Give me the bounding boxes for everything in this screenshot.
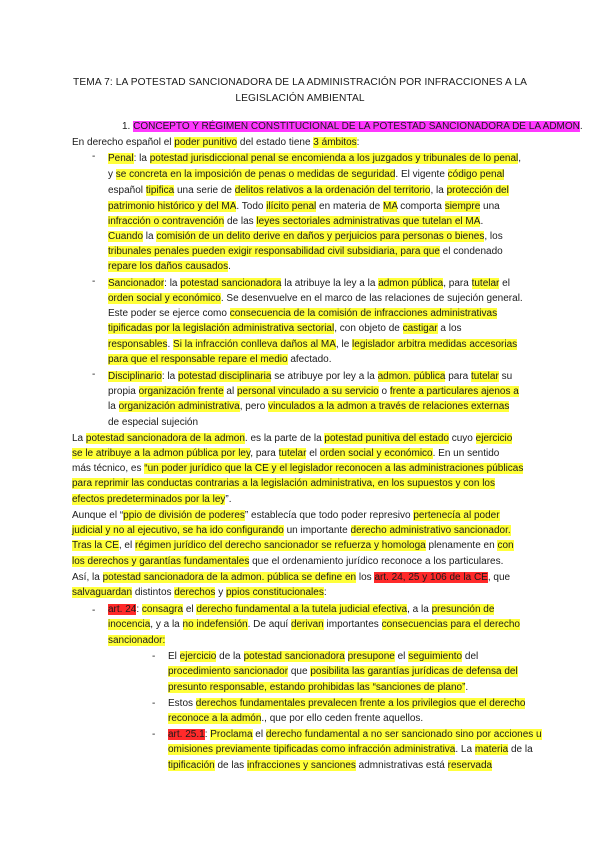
highlighted-text: potestad sancionadora	[243, 651, 345, 662]
text-segment: español	[108, 185, 146, 196]
highlighted-text: salvaguardan	[72, 587, 133, 598]
highlighted-text: reconoce a la admón	[168, 713, 262, 724]
text-line	[168, 712, 423, 726]
highlighted-text: tutelar	[278, 448, 307, 459]
highlighted-text: Proclama	[210, 729, 253, 740]
highlighted-text: tipificación	[168, 760, 215, 771]
highlighted-text: pertenecía al poder	[413, 510, 500, 521]
text-line	[108, 634, 165, 648]
text-segment: 1.	[122, 121, 134, 132]
text-segment: se atribuye por ley a la	[271, 371, 378, 382]
text-segment: .	[480, 216, 484, 227]
text-segment: ” establecía que todo poder represivo	[244, 510, 414, 521]
highlighted-text: potestad disciplinaria	[178, 371, 272, 382]
text-segment: plenamente en	[425, 540, 498, 551]
highlighted-text: ejercicio	[475, 433, 513, 444]
text-segment: , a la	[407, 604, 432, 615]
text-segment: , los	[484, 231, 503, 242]
text-segment: . Se desenvuelve en el marco de las relaciones de sujeción general.	[220, 293, 523, 304]
text-line	[72, 477, 495, 491]
text-line	[72, 447, 499, 461]
highlighted-text: potestad sancionadora de la admon. pública se define en	[102, 572, 357, 583]
text-segment: al	[223, 386, 237, 397]
highlighted-text: Sancionador	[108, 278, 165, 289]
highlighted-text: derechos	[174, 587, 216, 598]
text-line	[72, 493, 232, 507]
text-segment: En derecho español el	[72, 137, 175, 148]
text-segment: importantes	[323, 619, 382, 630]
text-segment: los	[356, 572, 375, 583]
heading-highlight: CONCEPTO Y RÉGIMEN CONSTITUCIONAL DE LA POTESTAD SANCIONADORA DE LA ADMON	[133, 121, 580, 132]
highlighted-text: régimen jurídico del derecho sancionador se refuerza y homologa	[135, 540, 426, 551]
highlighted-text: delitos relativos a la ordenación del territorio	[234, 185, 431, 196]
text-segment: . es la parte de la	[244, 433, 325, 444]
text-segment: Así, la	[72, 572, 103, 583]
text-line	[168, 743, 533, 757]
text-line	[168, 650, 478, 664]
text-segment: de la	[216, 651, 244, 662]
text-segment: :	[356, 137, 360, 148]
highlighted-text: admon. pública	[377, 371, 446, 382]
text-segment: La	[72, 433, 86, 444]
text-segment: , para	[443, 278, 472, 289]
text-segment: el	[252, 729, 266, 740]
highlighted-text: ejercicio	[179, 651, 217, 662]
highlighted-text: se le atribuye a la admon pública por ley	[72, 448, 251, 459]
highlighted-text: los derechos y garantías fundamentales	[72, 556, 250, 567]
highlighted-text: para que el responsable repare el medio	[108, 354, 288, 365]
highlighted-text: ilícito penal	[266, 201, 317, 212]
highlighted-text: efectos predeterminados por la ley	[72, 494, 226, 505]
text-segment: . En un sentido	[432, 448, 500, 459]
highlighted-text: potestad sancionadora de la admon	[85, 433, 245, 444]
text-segment: su	[498, 371, 513, 382]
text-segment: Aunque el “	[72, 510, 124, 521]
highlighted-text: tipifica	[145, 185, 175, 196]
text-segment: del	[462, 651, 479, 662]
text-segment: El	[168, 651, 180, 662]
highlighted-text: infracciones y sanciones	[246, 760, 356, 771]
text-line	[108, 385, 519, 399]
title-line-2: LEGISLACIÓN AMBIENTAL	[235, 93, 365, 104]
highlighted-text: consecuencia de la comisión de infracciones administrativas	[229, 308, 498, 319]
text-segment: . El vigente	[395, 169, 448, 180]
text-segment: de las	[224, 216, 257, 227]
text-segment: ., que por ello ceden frente aquellos.	[261, 713, 424, 724]
highlighted-text: procedimiento sancionador	[168, 666, 289, 677]
highlighted-text: vinculados a la admon a través de relaciones externas	[268, 401, 510, 412]
highlighted-text: derivan	[290, 619, 324, 630]
text-segment: propia	[108, 386, 139, 397]
highlighted-text: Disciplinario	[108, 371, 162, 382]
text-segment: del estado tiene	[237, 137, 314, 148]
text-segment: un importante	[283, 525, 351, 536]
text-segment: el	[499, 278, 510, 289]
text-segment: , pero	[239, 401, 269, 412]
text-line	[108, 277, 510, 291]
bullet-dash: -	[152, 651, 156, 662]
text-segment: , le	[335, 339, 353, 350]
text-line	[108, 200, 500, 214]
highlighted-text: consagra	[141, 604, 184, 615]
text-segment: : la	[133, 153, 150, 164]
text-line	[168, 665, 518, 679]
highlighted-text: derechos fundamentales prevalecen frente a los privilegios que el derecho	[195, 698, 526, 709]
text-line	[72, 571, 510, 585]
highlighted-text: sancionador:	[108, 635, 166, 646]
highlighted-text: para reprimir las conductas contrarias a la legislación administrativa, en los supuestos y con los	[72, 478, 495, 489]
text-line	[168, 759, 492, 773]
text-segment: y	[108, 169, 116, 180]
document-title	[60, 75, 540, 107]
bullet-dash: -	[92, 369, 96, 380]
article-reference: art. 24	[108, 604, 137, 615]
text-segment: :	[323, 587, 327, 598]
highlighted-text: consecuencias para el derecho	[381, 619, 520, 630]
text-line	[108, 603, 494, 617]
text-segment: que el ordenamiento jurídico reconoce a los particulares.	[249, 556, 504, 567]
text-segment: Este poder se ejerce como	[108, 308, 230, 319]
text-line	[108, 260, 231, 274]
text-segment: afectado.	[287, 354, 332, 365]
text-segment: el	[183, 604, 197, 615]
text-segment: cuyo	[448, 433, 476, 444]
text-segment: .	[167, 339, 174, 350]
highlighted-text: derecho fundamental a no ser sancionado sino por acciones u	[265, 729, 542, 740]
text-segment: . Todo	[236, 201, 267, 212]
highlighted-text: poder punitivo	[174, 137, 238, 148]
text-segment: ”.	[225, 494, 232, 505]
text-line	[108, 338, 517, 352]
text-segment: de especial sujeción	[108, 417, 199, 428]
bullet-dash: -	[92, 605, 96, 616]
highlighted-text: inocencia	[108, 619, 151, 630]
text-line	[72, 136, 359, 150]
highlighted-text: leyes sectoriales administrativas que tutelan el MA	[256, 216, 481, 227]
text-line	[108, 230, 503, 244]
text-segment: y	[215, 587, 226, 598]
text-segment: :	[204, 729, 211, 740]
text-line	[72, 586, 327, 600]
article-reference: art. 25.1	[168, 729, 205, 740]
text-line	[168, 728, 542, 742]
text-segment: la	[108, 401, 119, 412]
highlighted-text: código penal	[447, 169, 505, 180]
text-segment: en materia de	[316, 201, 383, 212]
text-line	[108, 416, 198, 430]
highlighted-text: derecho fundamental a la tutela judicial efectiva	[196, 604, 408, 615]
text-segment: .	[465, 682, 469, 693]
highlighted-text: tutelar	[471, 278, 500, 289]
highlighted-text: ppios constitucionales	[226, 587, 324, 598]
highlighted-text: reservada	[447, 760, 493, 771]
highlighted-text: presunción de	[431, 604, 495, 615]
text-line	[108, 292, 523, 306]
text-line	[72, 555, 503, 569]
highlighted-text: infracción o contravención	[108, 216, 225, 227]
text-segment: a los	[437, 323, 462, 334]
highlighted-text: 3 ámbitos	[313, 137, 357, 148]
highlighted-text: tutelar	[471, 371, 499, 382]
text-segment: la	[143, 231, 157, 242]
highlighted-text: protección del	[446, 185, 509, 196]
text-segment: el condenado	[439, 246, 503, 257]
highlighted-text: tribunales penales pueden exigir responsabilidad civil subsidiaria, para que	[108, 246, 440, 257]
highlighted-text: posibilita las garantías jurídicas de defensa del	[310, 666, 518, 677]
highlighted-text: MA	[382, 201, 398, 212]
text-line	[108, 307, 497, 321]
highlighted-text: Cuando	[108, 231, 144, 242]
text-segment: que	[288, 666, 311, 677]
highlighted-text: patrimonio histórico y del MA	[108, 201, 237, 212]
text-segment: comporta	[397, 201, 445, 212]
text-segment: para	[445, 371, 471, 382]
text-segment: , con objeto de	[334, 323, 403, 334]
text-line	[72, 539, 514, 553]
text-segment: : la	[164, 278, 181, 289]
text-line	[108, 215, 483, 229]
article-reference: art. 24, 25 y 106 de la CE	[374, 572, 488, 583]
text-segment: el	[306, 448, 320, 459]
highlighted-text: con	[497, 540, 514, 551]
highlighted-text: personal vinculado a su servicio	[236, 386, 379, 397]
text-segment: , para	[250, 448, 279, 459]
text-line	[108, 152, 521, 166]
highlighted-text: organización administrativa	[118, 401, 240, 412]
text-line	[108, 184, 509, 198]
text-line	[108, 353, 331, 367]
text-segment: una serie de	[174, 185, 235, 196]
highlighted-text: orden social y económico	[319, 448, 433, 459]
highlighted-text: derecho administrativo sancionador.	[350, 525, 511, 536]
text-line	[108, 618, 520, 632]
title-line-1: TEMA 7: LA POTESTAD SANCIONADORA DE LA ADMINISTRACIÓN POR INFRACCIONES A LA	[73, 77, 527, 88]
text-line	[72, 509, 500, 523]
highlighted-text: materia	[474, 744, 509, 755]
bullet-dash: -	[152, 729, 156, 740]
highlighted-text: judicial y no al ejecutivo, se ha ido configurando	[72, 525, 284, 536]
text-segment: , el	[118, 540, 135, 551]
text-line	[108, 168, 504, 182]
text-line	[168, 697, 525, 711]
text-segment: el	[394, 651, 409, 662]
text-line	[108, 245, 503, 259]
highlighted-text: “un poder jurídico que la CE y el legislador reconocen a las administraciones públicas	[144, 463, 524, 474]
highlighted-text: potestad jurisdiccional penal se encomienda a los juzgados y tribunales de lo penal	[149, 153, 519, 164]
highlighted-text: potestad punitiva del estado	[324, 433, 449, 444]
highlighted-text: Si la infracción conlleva daños al MA	[173, 339, 336, 350]
highlighted-text: seguimiento	[408, 651, 463, 662]
bullet-dash: -	[152, 698, 156, 709]
text-segment: , la	[430, 185, 447, 196]
text-line	[108, 322, 462, 336]
text-line	[108, 400, 509, 414]
highlighted-text: omisiones previamente tipificadas como infracción administrativa	[168, 744, 456, 755]
text-segment: más técnico, es	[72, 463, 145, 474]
text-segment: o	[378, 386, 390, 397]
highlighted-text: se concreta en la imposición de penas o medidas de seguridad	[115, 169, 396, 180]
highlighted-text: repare los daños causados	[108, 261, 229, 272]
highlighted-text: Tras la CE	[72, 540, 119, 551]
text-line	[168, 681, 468, 695]
highlighted-text: comisión de un delito derive en daños y perjuicios para personas o bienes	[156, 231, 485, 242]
highlighted-text: organización frente	[138, 386, 224, 397]
text-segment: :	[136, 604, 142, 615]
text-segment: , y a la	[150, 619, 183, 630]
highlighted-text: admon pública	[378, 278, 444, 289]
highlighted-text: no indefensión	[182, 619, 248, 630]
highlighted-text: ppio de división de poderes	[123, 510, 245, 521]
highlighted-text: tipificadas por la legislación administrativa sectorial	[108, 323, 335, 334]
text-line	[72, 462, 523, 476]
bullet-dash: -	[92, 151, 96, 162]
bullet-dash: -	[92, 276, 96, 287]
text-line	[122, 120, 583, 134]
highlighted-text: orden social y económico	[108, 293, 221, 304]
highlighted-text: legislador arbitra medidas accesorias	[352, 339, 518, 350]
highlighted-text: potestad sancionadora	[180, 278, 282, 289]
text-segment: la atribuye la ley a la	[281, 278, 379, 289]
text-segment: ,	[518, 153, 522, 164]
text-segment: de las	[214, 760, 247, 771]
text-line	[72, 524, 511, 538]
text-segment: de la	[508, 744, 533, 755]
text-segment: , que	[487, 572, 511, 583]
text-segment: Estos	[168, 698, 196, 709]
text-segment: : la	[161, 371, 179, 382]
highlighted-text: Penal	[108, 153, 134, 164]
text-segment: admnistrativas está	[355, 760, 448, 771]
text-segment: distintos	[132, 587, 175, 598]
highlighted-text: castigar	[402, 323, 438, 334]
text-line	[72, 432, 512, 446]
highlighted-text: presunto responsable, estando prohibidas las “sanciones de plano”	[168, 682, 466, 693]
highlighted-text: responsables	[108, 339, 168, 350]
highlighted-text: frente a particulares ajenos a	[389, 386, 519, 397]
text-segment: . De aquí	[247, 619, 291, 630]
text-segment: .	[228, 261, 231, 272]
text-line	[108, 370, 512, 384]
text-segment: . La	[455, 744, 475, 755]
text-segment: .	[579, 121, 583, 132]
highlighted-text: presupone	[347, 651, 395, 662]
highlighted-text: siempre	[444, 201, 481, 212]
text-segment: una	[480, 201, 500, 212]
